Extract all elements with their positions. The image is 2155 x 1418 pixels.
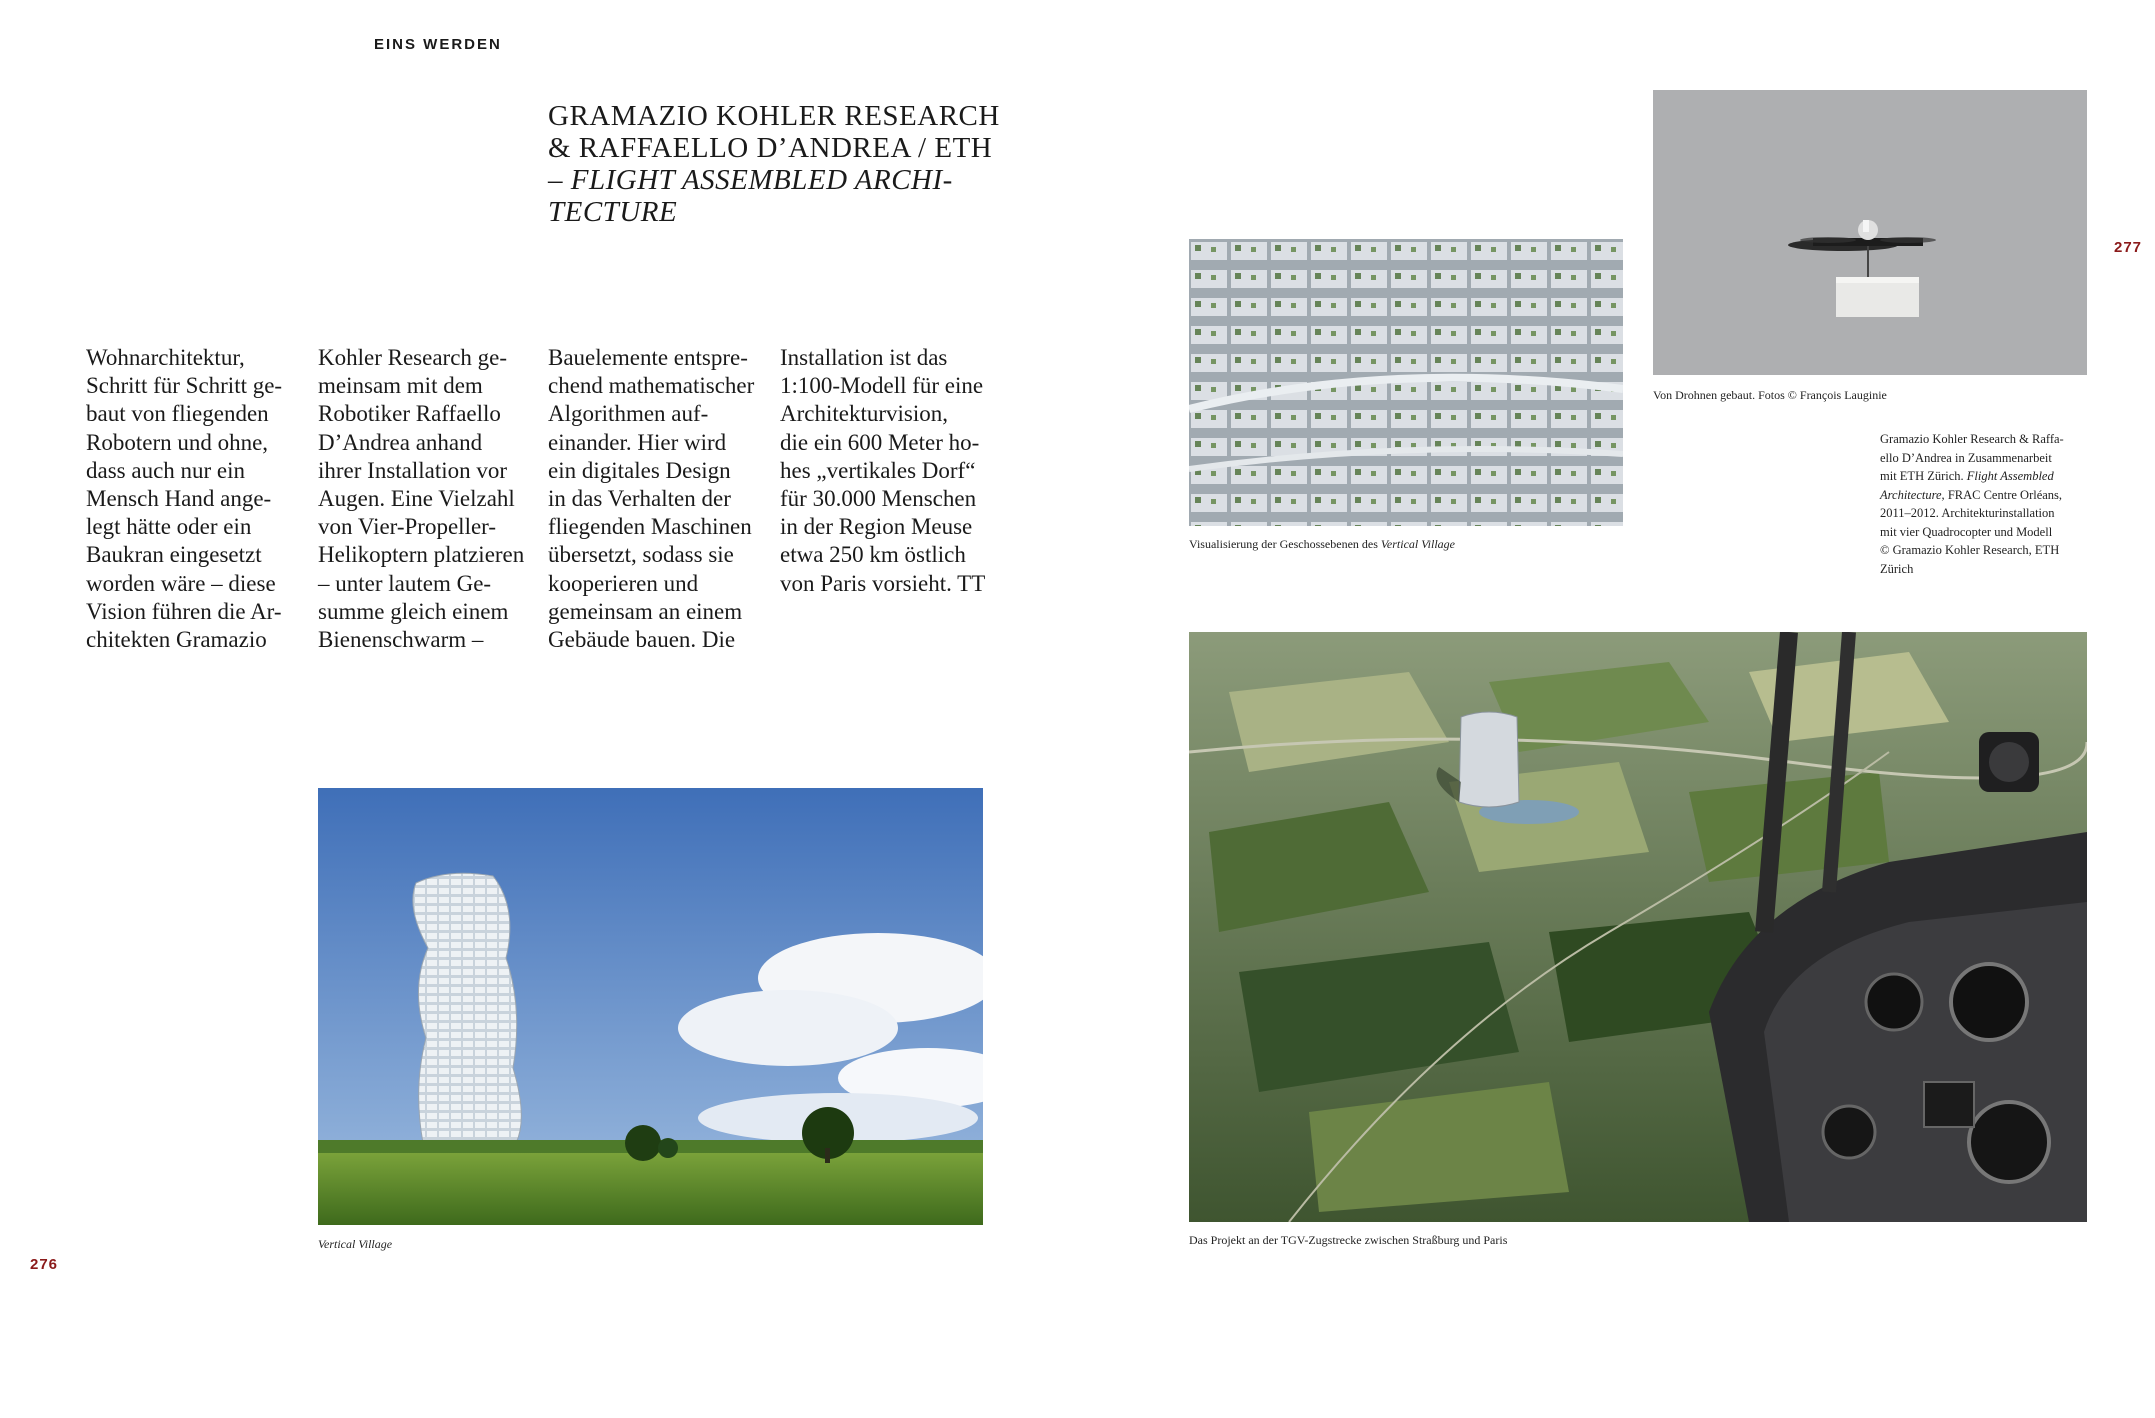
page-number-left: 276	[30, 1256, 59, 1273]
body-column-4: Installation ist das 1:100-Modell für eine Architekturvision, die ein 600 Meter ho- hes „vertikales Dorf“ für 30.000 Menschen in der Region Meuse etwa 250 km östlich von Paris vorsieht. TT	[780, 345, 986, 596]
credit-line-4-text: FRAC Centre Orléans,	[1947, 487, 2063, 502]
body-column-2: Kohler Research ge- meinsam mit dem Robotiker Raffaello D’Andrea anhand ihrer Installation vor Augen. Eine Vielzahl von Vier-Propeller- Helikoptern platzieren – unter lautem Ge- summe gleich einem Bienenschwarm –	[318, 345, 525, 653]
title-line-4: TECTURE	[548, 196, 678, 228]
credit-caption	[1880, 430, 2090, 578]
aerial-photo	[1189, 632, 2087, 1222]
caption-drone: Von Drohnen gebaut. Fotos © François Lauginie	[1653, 388, 1887, 402]
caption-visualisation	[1189, 535, 1455, 553]
caption-visualisation-text: Visualisierung der Geschossebenen des	[1189, 537, 1378, 551]
visualisation-photo	[1189, 239, 1623, 526]
caption-aerial: Das Projekt an der TGV-Zugstrecke zwischen Straßburg und Paris	[1189, 1233, 1508, 1247]
title-line-1: GRAMAZIO KOHLER RESEARCH	[548, 100, 1000, 132]
title-line-2: & RAFFAELLO D’ANDREA / ETH	[548, 132, 993, 164]
section-label: EINS WERDEN	[374, 36, 502, 53]
credit-line-3-italic: Flight Assembled	[1966, 469, 2054, 483]
credit-line-2: ello D’Andrea in Zusammenarbeit	[1880, 450, 2052, 465]
drone-photo	[1653, 90, 2087, 375]
caption-visualisation-italic: Vertical Village	[1380, 537, 1455, 551]
credit-line-3-text: mit ETH Zürich.	[1880, 469, 1964, 483]
body-column-3: Bauelemente entspre- chend mathematischer Algorithmen auf- einander. Hier wird ein digitales Design in das Verhalten der fliegenden Maschinen übersetzt, sodass sie kooperieren und gemeinsam an einem Gebäude bauen. Die	[548, 345, 755, 653]
credit-line-4-italic: Architecture,	[1880, 487, 1945, 502]
credit-line-3	[1880, 467, 2090, 486]
page-number-right: 277	[2114, 239, 2143, 256]
caption-vertical-village: Vertical Village	[318, 1237, 393, 1251]
credit-line-5: 2011–2012. Architekturinstallation	[1880, 506, 2055, 520]
credit-line-1: Gramazio Kohler Research & Raffa-	[1880, 432, 2064, 446]
credit-line-7: © Gramazio Kohler Research, ETH	[1880, 543, 2060, 557]
credit-line-6: mit vier Quadrocopter und Modell	[1880, 524, 2053, 539]
title-line-3: – FLIGHT ASSEMBLED ARCHI-	[548, 164, 953, 196]
article-title	[548, 100, 1008, 228]
vertical-village-photo	[318, 788, 983, 1225]
credit-line-8: Zürich	[1880, 561, 1914, 576]
credit-line-4	[1880, 486, 2090, 505]
body-column-1: Wohnarchitektur, Schritt für Schritt ge- baut von fliegenden Robotern und ohne, dass auch nur ein Mensch Hand ange- legt hätte oder ein Baukran eingesetzt worden wäre – diese Vision führen die Ar- chitekten Gramazio	[86, 345, 283, 653]
